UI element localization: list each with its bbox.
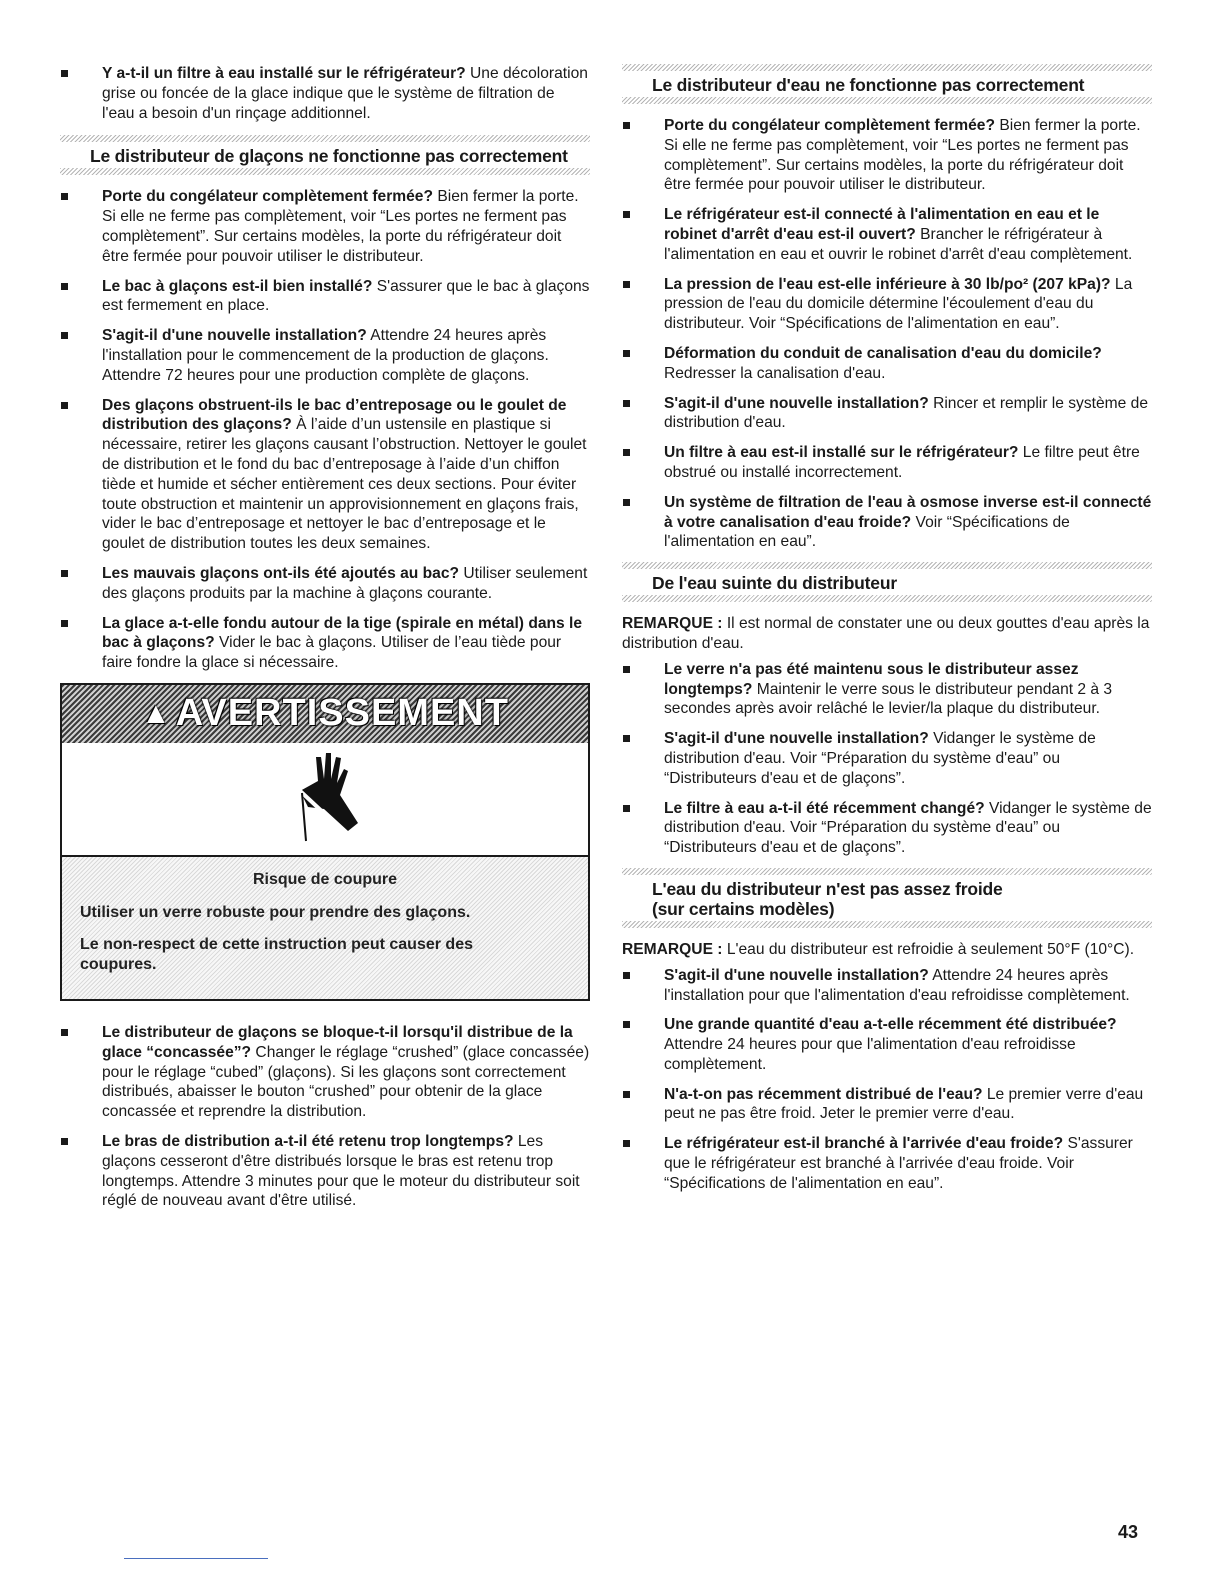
list-item: Le bras de distribution a-t-il été retenu trop longtemps? Les glaçons cesseront d'être distribués lorsque le bras est retenu trop longtemps. Attendre 3 minutes pour que le moteur du distributeur soit réglé de nouveau avant d'être utilisé. xyxy=(60,1132,590,1211)
warning-title: AVERTISSEMENT xyxy=(175,692,509,735)
bullet-icon xyxy=(61,1138,68,1145)
bullet-icon xyxy=(623,666,630,673)
warning-risk: Risque de coupure xyxy=(252,870,398,888)
bullet-icon xyxy=(61,332,68,339)
list-item: Porte du congélateur complètement fermée? Bien fermer la porte. Si elle ne ferme pas complètement, voir “Les portes ne ferment pas complètement”. Sur certains modèles, la porte du réfrigérateur doit être fermée pour pouvoir utiliser le distributeur. xyxy=(622,116,1152,195)
section-title xyxy=(622,875,1152,921)
section-title-line2: (sur certains modèles) xyxy=(652,898,835,919)
list-item: S'agit-il d'une nouvelle installation? Attendre 24 heures après l'installation pour le commencement de la production de glaçons. Attendre 72 heures pour une production complète de glaçons. xyxy=(60,326,590,385)
list-item: La glace a-t-elle fondu autour de la tige (spirale en métal) dans le bac à glaçons? Vider le bac à glaçons. Utiliser de l’eau tiède pour faire fondre la glace si nécessaire. xyxy=(60,614,590,673)
hatch-divider xyxy=(622,97,1152,104)
list-item: Le réfrigérateur est-il branché à l'arrivée d'eau froide? S'assurer que le réfrigérateur est branché à l'arrivée d'eau froide. Voir “Spécifications de l'alimentation en eau”. xyxy=(622,1134,1152,1193)
hatch-divider xyxy=(60,168,590,175)
warning-box xyxy=(60,683,590,1001)
hatch-divider xyxy=(622,868,1152,875)
section-title: De l'eau suinte du distributeur xyxy=(652,573,897,594)
warning-header xyxy=(62,685,588,743)
ice-items-list xyxy=(60,187,590,673)
section-cold-header xyxy=(622,868,1152,928)
section-water-header xyxy=(622,64,1152,104)
bullet-icon xyxy=(61,570,68,577)
list-item: N'a-t-on pas récemment distribué de l'eau? Le premier verre d'eau peut ne pas être froid. Jeter le premier verre d'eau. xyxy=(622,1085,1152,1125)
list-item: S'agit-il d'une nouvelle installation? Vidanger le système de distribution d'eau. Voir “Préparation du système d'eau” ou “Distributeurs d'eau et de glaçons”. xyxy=(622,729,1152,788)
list-item: La pression de l'eau est-elle inférieure à 30 lb/po² (207 kPa)? La pression de l'eau du domicile détermine l'écoulement d'eau du distributeur. Voir “Spécifications de l'alimentation en eau”. xyxy=(622,275,1152,334)
page-number: 43 xyxy=(1118,1522,1139,1542)
bullet-icon xyxy=(623,400,630,407)
bullet-icon xyxy=(61,283,68,290)
left-column xyxy=(60,64,590,1221)
cold-note: REMARQUE : L'eau du distributeur est refroidie à seulement 50°F (10°C). xyxy=(622,940,1135,958)
list-item: Un système de filtration de l'eau à osmose inverse est-il connecté à votre canalisation d'eau froide? Voir “Spécifications de l'alimentation en eau”. xyxy=(622,493,1152,552)
bullet-icon xyxy=(623,1021,630,1028)
list-item: Porte du congélateur complètement fermée? Bien fermer la porte. Si elle ne ferme pas complètement, voir “Les portes ne ferment pas complètement”. Sur certains modèles, la porte du réfrigérateur doit être fermée pour pouvoir utiliser le distributeur. xyxy=(60,187,590,266)
hatch-divider xyxy=(622,64,1152,71)
warning-icon-area xyxy=(62,743,588,857)
bullet-icon xyxy=(61,620,68,627)
list-item: Un filtre à eau est-il installé sur le réfrigérateur? Le filtre peut être obstrué ou installé incorrectement. xyxy=(622,443,1152,483)
list-item: Le bac à glaçons est-il bien installé? S'assurer que le bac à glaçons est fermement en place. xyxy=(60,277,590,317)
section-title: Le distributeur de glaçons ne fonctionne pas correctement xyxy=(90,146,568,167)
cold-items-list xyxy=(622,966,1152,1194)
list-item: Y a-t-il un filtre à eau installé sur le réfrigérateur? Une décoloration grise ou foncée de la glace indique que le système de filtration de l'eau a besoin d'un rinçage additionnel. xyxy=(60,64,590,123)
water-items-list xyxy=(622,116,1152,552)
bullet-icon xyxy=(61,70,68,77)
bullet-icon xyxy=(623,122,630,129)
bullet-icon xyxy=(623,499,630,506)
hatch-divider xyxy=(622,562,1152,569)
list-item: Déformation du conduit de canalisation d'eau du domicile? Redresser la canalisation d'eau. xyxy=(622,344,1152,384)
list-item: S'agit-il d'une nouvelle installation? Attendre 24 heures après l'installation pour que l'alimentation d'eau refroidisse complètement. xyxy=(622,966,1152,1006)
cut-hand-icon xyxy=(280,751,370,847)
list-item: Une grande quantité d'eau a-t-elle récemment été distribuée? Attendre 24 heures pour que l'alimentation d'eau refroidisse complètement. xyxy=(622,1015,1152,1074)
bullet-icon xyxy=(623,1091,630,1098)
warning-line2: Le non-respect de cette instruction peut causer des coupures. xyxy=(80,935,473,973)
bullet-icon xyxy=(623,449,630,456)
bullet-icon xyxy=(623,281,630,288)
list-item: Des glaçons obstruent-ils le bac d’entreposage ou le goulet de distribution des glaçons? À l’aide d’un ustensile en plastique si nécessaire, retirer les glaçons causant l’obstruction. Nettoyer le goulet de distribution et le fond du bac d’entreposage à l’aide d’un chiffon tiède et humide et sécher entièrement ces deux sections. Pour éviter toute obstruction et maintenir un approvisionnement en glaçons frais, vider le bac d’entreposage et nettoyer le bac d’entreposage et le goulet de distribution toutes les deux semaines. xyxy=(60,396,590,554)
section-title-line1: L'eau du distributeur n'est pas assez froide xyxy=(652,878,1003,899)
left-top-list xyxy=(60,64,590,123)
bullet-icon xyxy=(623,805,630,812)
list-item: Le réfrigérateur est-il connecté à l'alimentation en eau et le robinet d'arrêt d'eau est-il ouvert? Brancher le réfrigérateur à l'alimentation en eau et ouvrir le robinet d'arrêt d'eau complètement. xyxy=(622,205,1152,264)
warning-line1: Utiliser un verre robuste pour prendre des glaçons. xyxy=(80,903,471,921)
leak-note: REMARQUE : Il est normal de constater une ou deux gouttes d'eau après la distribution d'eau. xyxy=(622,615,1150,652)
bullet-icon xyxy=(623,735,630,742)
list-item: Le filtre à eau a-t-il été récemment changé? Vidanger le système de distribution d'eau. Voir “Préparation du système d'eau” ou “Distributeurs d'eau et de glaçons”. xyxy=(622,799,1152,858)
section-ice-header xyxy=(60,135,590,175)
bullet-icon xyxy=(623,350,630,357)
section-title: Le distributeur d'eau ne fonctionne pas correctement xyxy=(652,75,1085,95)
hatch-divider xyxy=(60,135,590,142)
bullet-icon xyxy=(623,211,630,218)
warning-triangle-icon: ▲ xyxy=(141,696,172,730)
bullet-icon xyxy=(61,1029,68,1036)
bullet-icon xyxy=(61,402,68,409)
warning-body xyxy=(62,857,588,999)
list-item: Le distributeur de glaçons se bloque-t-il lorsqu'il distribue de la glace “concassée”? Changer le réglage “crushed” (glace concassée) pour le réglage “cubed” (glaçons). Si les glaçons sont correctement distribués, abaisser le bouton “crushed” pour obtenir de la glace concassée et reprendre la distribution. xyxy=(60,1023,590,1122)
hatch-divider xyxy=(622,921,1152,928)
bullet-icon xyxy=(623,972,630,979)
right-column xyxy=(622,64,1152,1204)
bullet-icon xyxy=(623,1140,630,1147)
list-item: S'agit-il d'une nouvelle installation? Rincer et remplir le système de distribution d'eau. xyxy=(622,394,1152,434)
bullet-icon xyxy=(61,193,68,200)
footer-line xyxy=(124,1558,268,1559)
left-bottom-list xyxy=(60,1023,590,1211)
hatch-divider xyxy=(622,595,1152,602)
leak-items-list xyxy=(622,660,1152,858)
list-item: Les mauvais glaçons ont-ils été ajoutés au bac? Utiliser seulement des glaçons produits par la machine à glaçons courante. xyxy=(60,564,590,604)
section-leak-header xyxy=(622,562,1152,602)
list-item: Le verre n'a pas été maintenu sous le distributeur assez longtemps? Maintenir le verre sous le distributeur pendant 2 à 3 secondes après avoir relâché le levier/la plaque du distributeur. xyxy=(622,660,1152,719)
